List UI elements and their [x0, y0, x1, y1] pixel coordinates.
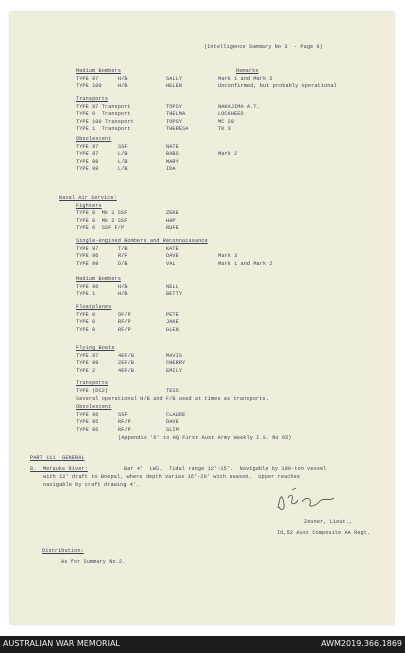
paragraph-line-3: navigable by craft drawing 4'. [43, 482, 140, 488]
codename-cell: SALLY [166, 76, 183, 83]
type-cell: TYPE 96 [76, 253, 99, 260]
codename-cell: THELMA [166, 111, 186, 118]
footer-archive-name: AUSTRALIAN WAR MEMORIAL [3, 639, 120, 648]
role-cell: D/B [118, 260, 128, 267]
remarks-heading: Remarks [236, 68, 259, 74]
remarks-cell: TK 3 [218, 125, 231, 132]
type-cell: TYPE 98 [76, 158, 99, 165]
codename-cell: ZEKE [166, 210, 179, 217]
section-subtitle: Fighters [76, 203, 102, 210]
codename-cell: TESS [166, 388, 179, 395]
role-cell: OF/P [118, 312, 131, 319]
type-cell: TYPE 0 Mk 2 SSF [76, 217, 128, 224]
remarks-cell: MC 20 [218, 118, 235, 125]
type-cell: TYPE 96 [76, 426, 99, 433]
footer-reference: AWM2019.366.1869 [321, 639, 402, 648]
role-cell: RF/P [118, 319, 131, 326]
role-cell: SSF [118, 412, 128, 419]
codename-cell: HELEN [166, 83, 183, 90]
codename-cell: RUFE [166, 224, 179, 231]
codename-cell: HAP [166, 217, 176, 224]
role-cell: H/B [118, 83, 128, 90]
codename-cell: TOPSY [166, 104, 183, 111]
role-cell: 4EF/B [118, 367, 135, 374]
signature-unit: IO,52 Aust Composite AA Regt. [277, 530, 371, 536]
section-title: Obsolescent [76, 136, 112, 142]
role-cell: SSF [118, 144, 128, 151]
type-cell: TYPE 0 [76, 319, 96, 326]
remarks-cell: NAKAJIMA A.T. [218, 104, 260, 111]
type-cell: TYPE 0 [76, 326, 96, 333]
section-title: Transports [76, 380, 109, 386]
codename-cell: MARY [166, 158, 179, 165]
type-cell: TYPE 0 [76, 312, 96, 319]
codename-cell: DAVE [166, 419, 179, 426]
remarks-cell: Mark 3 [218, 253, 238, 260]
role-cell: RF/P [118, 326, 131, 333]
type-cell: TYPE 97 [76, 246, 99, 253]
handwritten-signature [272, 486, 342, 516]
type-cell: TYPE 0 Transport [76, 111, 131, 118]
codename-cell: GLEN [166, 326, 179, 333]
codename-cell: JAKE [166, 319, 179, 326]
codename-cell: NATE [166, 144, 179, 151]
codename-cell: VAL [166, 260, 176, 267]
type-cell: TYPE 100 Transport [76, 118, 134, 125]
type-cell: TYPE 97 Transport [76, 104, 131, 111]
type-cell: TYPE 97 [76, 151, 99, 158]
type-cell: TYPE 97 [76, 76, 99, 83]
type-cell: TYPE (DC2) [76, 388, 109, 395]
type-cell: TYPE 0 SSF F/P [76, 224, 125, 231]
section-note: Several operational H/B and F/B used at times as transports. [76, 396, 269, 403]
codename-cell: DAVE [166, 253, 179, 260]
role-cell: RF/P [118, 426, 131, 433]
distribution-text: As for Summary No.2. [61, 559, 126, 565]
codename-cell: KATE [166, 246, 179, 253]
type-cell: TYPE 95 [76, 419, 99, 426]
section-title: Obsolescent [76, 404, 112, 410]
role-cell: R/F [118, 253, 128, 260]
type-cell: TYPE 97 [76, 353, 99, 360]
codename-cell: TOPSY [166, 118, 183, 125]
type-cell: TYPE 96 [76, 412, 99, 419]
role-cell: T/B [118, 246, 128, 253]
remarks-cell: LOCKHEED [218, 111, 244, 118]
type-cell: TYPE 0 Mk 1 SSF [76, 210, 128, 217]
section-title: Naval Air Service: [59, 195, 117, 201]
type-cell: TYPE 97 [76, 144, 99, 151]
type-cell: TYPE 96 [76, 284, 99, 291]
codename-cell: BABS [166, 151, 179, 158]
section-title: Medium Bombers [76, 276, 121, 282]
type-cell: TYPE 99 [76, 165, 99, 172]
section-title: Transports [76, 96, 109, 102]
type-cell: TYPE 99 [76, 360, 99, 367]
section-title: Medium Bombers [76, 68, 121, 74]
remarks-cell: Mark 2 [218, 151, 238, 158]
paragraph-label: 8. Merauke River: [30, 466, 88, 472]
remarks-cell: Mark 1 and Mark 2 [218, 76, 273, 83]
codename-cell: EMILY [166, 367, 183, 374]
role-cell: 2EF/B [118, 360, 135, 367]
signature-name: Zeuner, Lieut., [304, 519, 353, 525]
section-title: Flying Boats [76, 345, 115, 351]
role-cell: L/B [118, 165, 128, 172]
type-cell: TYPE 1 [76, 291, 96, 298]
part-heading: PART 111 GENERAL [30, 455, 85, 461]
role-cell: H/B [118, 76, 128, 83]
type-cell: TYPE 2 [76, 367, 96, 374]
section-title: Floatplanes [76, 304, 112, 310]
section-title: Single-engined Bombers and Reconnaissance [76, 238, 208, 244]
remarks-cell: Mark 1 and Mark 2 [218, 260, 273, 267]
codename-cell: CHERRY [166, 360, 186, 367]
role-cell: L/B [118, 151, 128, 158]
paragraph-line-1: Bar 4' LWS. Tidal range 12'-15'. Navigable by 100-ton vessel [124, 466, 327, 472]
codename-cell: CLAUDE [166, 412, 186, 419]
remarks-cell: Unconfirmed, but probably operational [218, 83, 337, 90]
footer-bar [0, 636, 405, 653]
codename-cell: SLIM [166, 426, 179, 433]
codename-cell: MAVIS [166, 353, 183, 360]
type-cell: TYPE 100 [76, 83, 102, 90]
codename-cell: NELL [166, 284, 179, 291]
paragraph-line-2: with 12' draft to Boepal, where depth varies 16'-20' with season. Upper reaches [43, 474, 301, 480]
role-cell: H/B [118, 284, 128, 291]
codename-cell: PETE [166, 312, 179, 319]
page-header: (Intelligence Summary No 3 - Page 6) [204, 44, 323, 50]
codename-cell: THERESA [166, 125, 189, 132]
codename-cell: IDA [166, 165, 176, 172]
type-cell: TYPE 99 [76, 260, 99, 267]
role-cell: 4EF/B [118, 353, 135, 360]
distribution-label: Distribution: [42, 548, 84, 554]
type-cell: TYPE 1 Transport [76, 125, 131, 132]
role-cell: RF/P [118, 419, 131, 426]
codename-cell: BETTY [166, 291, 183, 298]
role-cell: H/B [118, 291, 128, 298]
role-cell: L/B [118, 158, 128, 165]
section-note: (Appendix 'D' to HQ First Aust Army Weekly I.S. No 65) [118, 434, 292, 441]
